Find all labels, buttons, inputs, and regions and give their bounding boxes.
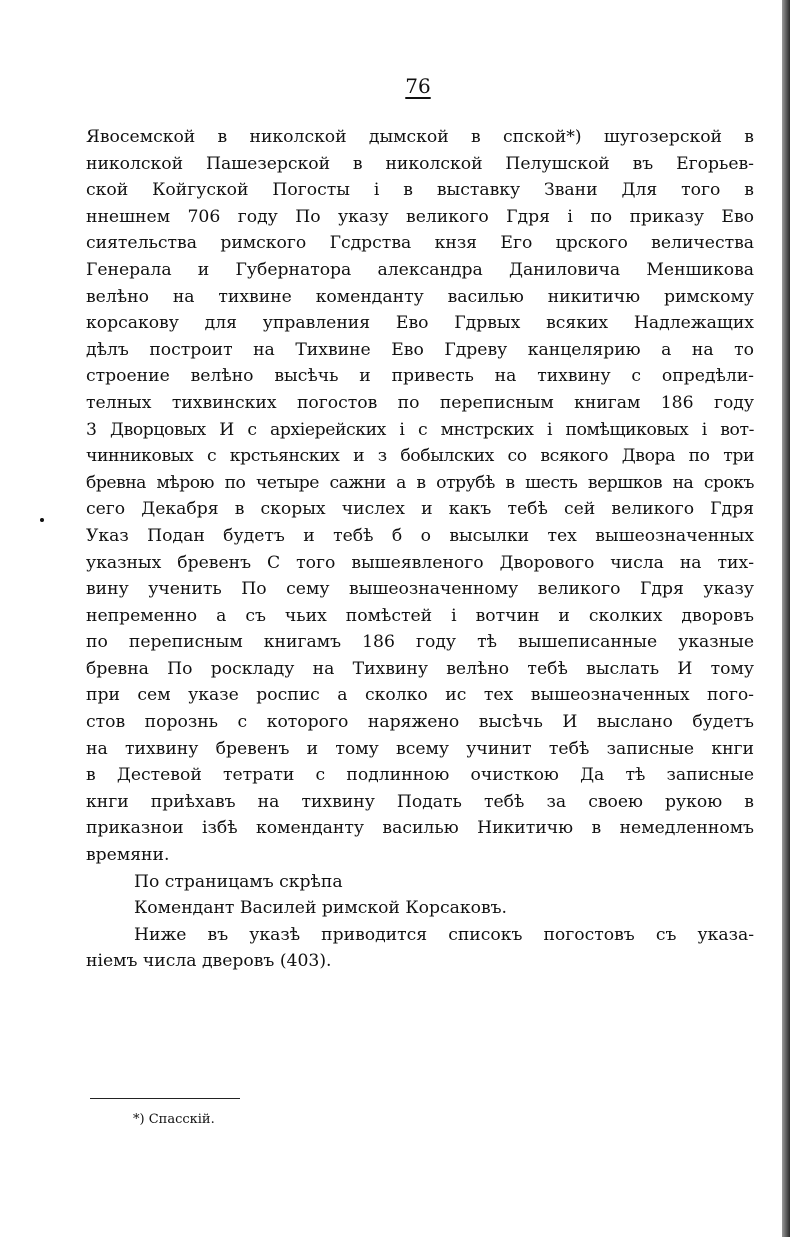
text-line: телных тихвинских погостов по переписным книгам 186 году (86, 392, 754, 413)
editor-note-line: ніемъ числа дверовъ (403). (86, 951, 332, 972)
body-text (86, 124, 754, 975)
footnote-divider (90, 1098, 240, 1099)
page-number: 76 (405, 74, 431, 98)
text-line: стов порознь с которого наряжено высѣчь И выслано будетъ (86, 712, 754, 733)
text-line: строение велѣно высѣчь и привесть на тихвину с опредѣли- (86, 366, 754, 387)
text-line: вину ученить По сему вышеозначенному великого Гдря указу (86, 579, 754, 600)
signature-line: По страницамъ скрѣпа (134, 871, 343, 892)
text-line: чинниковых с крстьянских и з бобылских со всякого Двора по три (86, 446, 754, 467)
page-binding-edge (782, 0, 790, 1237)
text-line: Генерала и Губернатора александра Даниловича Меншикова (86, 259, 754, 280)
text-line: бревна По роскладу на Тихвину велѣно тебѣ выслать И тому (86, 658, 754, 679)
text-line: николской Пашезерской в николской Пелушской въ Егорьев- (86, 153, 754, 174)
text-line: корсакову для управления Ево Гдрвых всяких Надлежащих (86, 313, 754, 334)
text-line: Явосемской в николской дымской в спской*) шугозерской в (86, 127, 754, 147)
text-line: по переписным книгамъ 186 году тѣ вышеписанные указные (86, 632, 754, 653)
text-line: указных бревенъ С того вышеявленого Дворового числа на тих- (86, 552, 754, 573)
margin-mark (40, 518, 44, 522)
text-line: сиятельства римского Гсдрства кнзя Его црского величества (86, 233, 754, 254)
text-line: сего Декабря в скорых числех и какъ тебѣ сей великого Гдря (86, 499, 754, 520)
text-line: при сем указе роспис а сколко ис тех вышеозначенных пого- (86, 685, 754, 706)
text-line: бревна мѣрою по четыре сажни а в отрубѣ в шесть вершков на срокъ (86, 472, 754, 493)
editor-note-line: Ниже въ указѣ приводится списокъ погостовъ съ указа- (134, 924, 754, 945)
text-line: 3 Дворцовых И с архіерейских і с мнстрских і помѣщиковых і вот- (86, 419, 754, 440)
text-line: кнги приѣхавъ на тихвину Подать тебѣ за своею рукою в (86, 791, 754, 812)
text-line: ской Койгуской Погосты і в выставку Звани Для того в (86, 180, 754, 201)
text-line: Указ Подан будетъ и тебѣ б о высылки тех вышеозначенных (86, 525, 754, 546)
text-line: непременно а съ чьих помѣстей і вотчин и сколких дворовъ (86, 605, 754, 626)
text-line: времяни. (86, 845, 170, 866)
text-line: ннешнем 706 году По указу великого Гдря і по приказу Ево (86, 206, 754, 227)
text-line: дѣлъ построит на Тихвине Ево Гдреву канцелярию а на то (86, 339, 754, 360)
text-line: в Дестевой тетрати с подлинною очисткою Да тѣ записные (86, 765, 754, 786)
footnote: *) Спасскій. (133, 1112, 215, 1127)
signature-line: Комендант Василей римской Корсаковъ. (134, 898, 508, 919)
text-line: велѣно на тихвине коменданту василью никитичю римскому (86, 286, 754, 307)
text-line: приказнои ізбѣ коменданту василью Никитичю в немедленномъ (86, 818, 754, 839)
text-line: на тихвину бревенъ и тому всему учинит тебѣ записные кнги (86, 738, 754, 759)
